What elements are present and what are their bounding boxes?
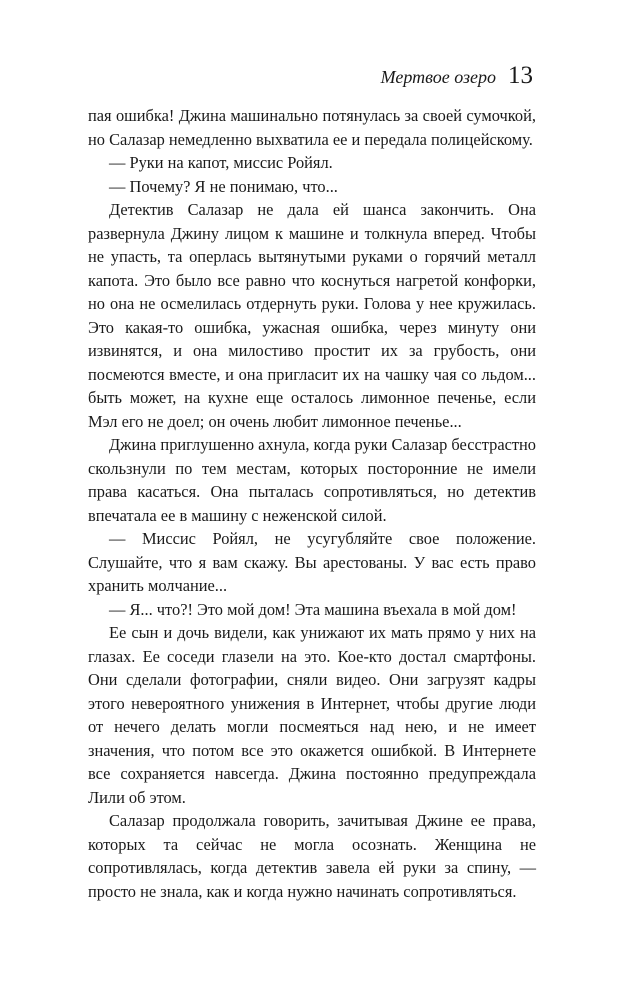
- paragraph: Джина приглушенно ахнула, когда руки Салазар бесстрастно скользнули по тем местам, которых посторонние не имели права касаться. Она пыталась сопротивляться, но детектив впечатала ее в машину с неженской силой.: [88, 435, 536, 525]
- body-text: [88, 104, 536, 903]
- paragraph: — Почему? Я не понимаю, что...: [109, 176, 338, 196]
- paragraph: — Руки на капот, миссис Ройял.: [109, 153, 333, 172]
- paragraph: Детектив Салазар не дала ей шанса закончить. Она развернула Джину лицом к машине и толкнула вперед. Чтобы не упасть, та оперлась вытянутыми руками о горячий металл капота. Это было все равно что коснуться нагретой конфорки, но она не осмелилась отдернуть руки. Голова у нее кружилась. Это какая-то ошибка, ужасная ошибка, через минуту они извинятся, и она милостиво простит их за грубость, они посмеются вместе, и она пригласит их на чашку чая со льдом... быть может, на кухне еще осталось лимонное печенье, если Мэл его не доел; он очень любит лимонное печенье...: [88, 200, 536, 431]
- paragraph: Ее сын и дочь видели, как унижают их мать прямо у них на глазах. Ее соседи глазели на это. Кое-кто достал смартфоны. Они сделали фотографии, сняли видео. Они загрузят кадры этого невероятного унижения в Интернет, чтобы другие люди от нечего делать могли посмеяться над нею, и не имеет значения, что потом все это окажется ошибкой. В Интернете все сохраняется навсегда. Джина постоянно предупреждала Лили об этом.: [88, 623, 536, 807]
- page-number: 13: [508, 62, 533, 89]
- running-header: [381, 62, 533, 90]
- paragraph: — Я... что?! Это мой дом! Эта машина въехала в мой дом!: [109, 599, 517, 619]
- paragraph: — Миссис Ройял, не усугубляйте свое положение. Слушайте, что я вам скажу. Вы арестованы. У вас есть право хранить молчание...: [88, 529, 536, 595]
- paragraph: Салазар продолжала говорить, зачитывая Джине ее права, которых та сейчас не могла осознать. Женщина не сопротивлялась, когда детектив завела ей руки за спину, — просто не знала, как и когда нужно начинать сопротивляться.: [88, 811, 536, 901]
- book-title: Мертвое озеро: [380, 67, 496, 87]
- paragraph: пая ошибка! Джина машинально потянулась за своей сумочкой, но Салазар немедленно выхватила ее и передала полицейскому.: [88, 106, 536, 149]
